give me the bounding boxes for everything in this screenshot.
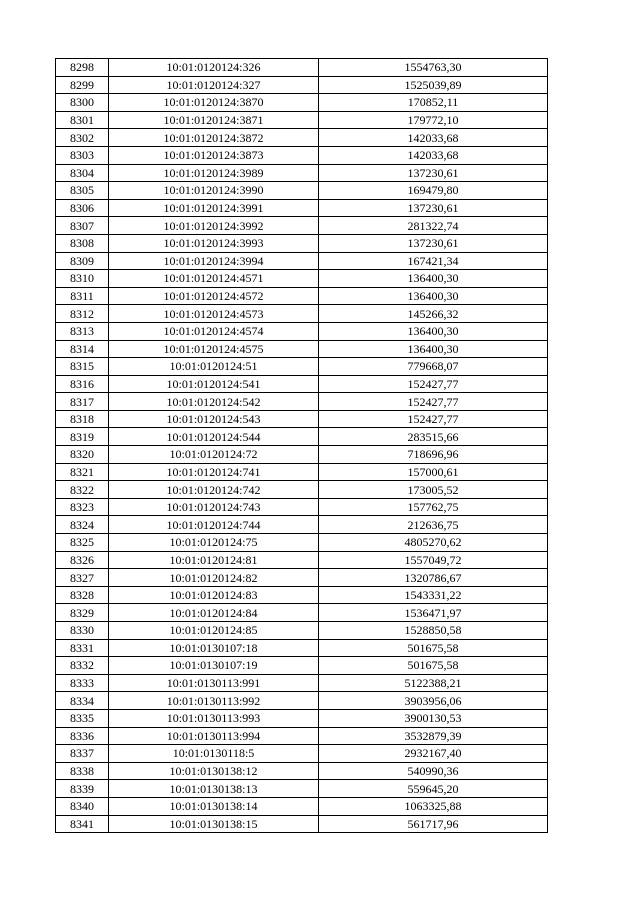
document-page bbox=[55, 58, 547, 833]
table-row bbox=[56, 428, 548, 446]
cadastral-number-cell: 10:01:0120124:743 bbox=[109, 498, 319, 516]
table-row bbox=[56, 780, 548, 798]
table-row bbox=[56, 234, 548, 252]
table-row bbox=[56, 129, 548, 147]
value-cell: 779668,07 bbox=[319, 358, 548, 376]
value-cell: 136400,30 bbox=[319, 322, 548, 340]
value-cell: 1536471,97 bbox=[319, 604, 548, 622]
table-row bbox=[56, 410, 548, 428]
value-cell: 1525039,89 bbox=[319, 76, 548, 94]
row-number-cell: 8316 bbox=[56, 375, 109, 393]
table-row bbox=[56, 270, 548, 288]
cadastral-number-cell: 10:01:0130138:13 bbox=[109, 780, 319, 798]
table-row bbox=[56, 59, 548, 77]
cadastral-number-cell: 10:01:0120124:542 bbox=[109, 393, 319, 411]
cadastral-number-cell: 10:01:0130138:14 bbox=[109, 797, 319, 815]
value-cell: 1557049,72 bbox=[319, 551, 548, 569]
value-cell: 3532879,39 bbox=[319, 727, 548, 745]
table-row bbox=[56, 340, 548, 358]
row-number-cell: 8332 bbox=[56, 657, 109, 675]
row-number-cell: 8319 bbox=[56, 428, 109, 446]
value-cell: 167421,34 bbox=[319, 252, 548, 270]
value-cell: 283515,66 bbox=[319, 428, 548, 446]
table-row bbox=[56, 551, 548, 569]
row-number-cell: 8314 bbox=[56, 340, 109, 358]
table-row bbox=[56, 375, 548, 393]
cadastral-number-cell: 10:01:0120124:326 bbox=[109, 59, 319, 77]
cadastral-number-cell: 10:01:0120124:4571 bbox=[109, 270, 319, 288]
row-number-cell: 8322 bbox=[56, 481, 109, 499]
cadastral-number-cell: 10:01:0120124:3873 bbox=[109, 146, 319, 164]
cadastral-number-cell: 10:01:0130118:5 bbox=[109, 745, 319, 763]
row-number-cell: 8329 bbox=[56, 604, 109, 622]
row-number-cell: 8317 bbox=[56, 393, 109, 411]
value-cell: 152427,77 bbox=[319, 410, 548, 428]
row-number-cell: 8338 bbox=[56, 762, 109, 780]
row-number-cell: 8325 bbox=[56, 534, 109, 552]
table-row bbox=[56, 252, 548, 270]
cadastral-number-cell: 10:01:0130138:15 bbox=[109, 815, 319, 833]
row-number-cell: 8302 bbox=[56, 129, 109, 147]
table-row bbox=[56, 604, 548, 622]
table-row bbox=[56, 692, 548, 710]
value-cell: 561717,96 bbox=[319, 815, 548, 833]
value-cell: 1320786,67 bbox=[319, 569, 548, 587]
cadastral-number-cell: 10:01:0130113:994 bbox=[109, 727, 319, 745]
row-number-cell: 8301 bbox=[56, 111, 109, 129]
cadastral-number-cell: 10:01:0120124:541 bbox=[109, 375, 319, 393]
value-cell: 157762,75 bbox=[319, 498, 548, 516]
cadastral-number-cell: 10:01:0120124:3992 bbox=[109, 217, 319, 235]
cadastral-number-cell: 10:01:0120124:544 bbox=[109, 428, 319, 446]
cadastral-number-cell: 10:01:0120124:543 bbox=[109, 410, 319, 428]
row-number-cell: 8324 bbox=[56, 516, 109, 534]
cadastral-number-cell: 10:01:0120124:3872 bbox=[109, 129, 319, 147]
table-row bbox=[56, 182, 548, 200]
table-row bbox=[56, 164, 548, 182]
row-number-cell: 8339 bbox=[56, 780, 109, 798]
row-number-cell: 8300 bbox=[56, 94, 109, 112]
table-row bbox=[56, 498, 548, 516]
value-cell: 136400,30 bbox=[319, 287, 548, 305]
row-number-cell: 8327 bbox=[56, 569, 109, 587]
cadastral-number-cell: 10:01:0120124:85 bbox=[109, 622, 319, 640]
cadastral-number-cell: 10:01:0120124:3870 bbox=[109, 94, 319, 112]
cadastral-number-cell: 10:01:0130107:18 bbox=[109, 639, 319, 657]
cadastral-number-cell: 10:01:0120124:327 bbox=[109, 76, 319, 94]
table-row bbox=[56, 639, 548, 657]
cadastral-number-cell: 10:01:0130113:992 bbox=[109, 692, 319, 710]
row-number-cell: 8331 bbox=[56, 639, 109, 657]
value-cell: 1063325,88 bbox=[319, 797, 548, 815]
cadastral-number-cell: 10:01:0120124:3989 bbox=[109, 164, 319, 182]
cadastral-number-cell: 10:01:0130113:991 bbox=[109, 674, 319, 692]
cadastral-number-cell: 10:01:0120124:3993 bbox=[109, 234, 319, 252]
row-number-cell: 8303 bbox=[56, 146, 109, 164]
cadastral-number-cell: 10:01:0120124:83 bbox=[109, 586, 319, 604]
table-row bbox=[56, 727, 548, 745]
value-cell: 1554763,30 bbox=[319, 59, 548, 77]
cadastral-number-cell: 10:01:0130138:12 bbox=[109, 762, 319, 780]
value-cell: 3900130,53 bbox=[319, 709, 548, 727]
cadastral-number-cell: 10:01:0120124:3990 bbox=[109, 182, 319, 200]
table-row bbox=[56, 586, 548, 604]
row-number-cell: 8330 bbox=[56, 622, 109, 640]
table-row bbox=[56, 217, 548, 235]
table-row bbox=[56, 393, 548, 411]
cadastral-number-cell: 10:01:0120124:4572 bbox=[109, 287, 319, 305]
row-number-cell: 8312 bbox=[56, 305, 109, 323]
row-number-cell: 8341 bbox=[56, 815, 109, 833]
row-number-cell: 8326 bbox=[56, 551, 109, 569]
row-number-cell: 8321 bbox=[56, 463, 109, 481]
cadastral-number-cell: 10:01:0120124:3991 bbox=[109, 199, 319, 217]
table-body bbox=[56, 59, 548, 833]
row-number-cell: 8305 bbox=[56, 182, 109, 200]
row-number-cell: 8335 bbox=[56, 709, 109, 727]
cadastral-number-cell: 10:01:0120124:4574 bbox=[109, 322, 319, 340]
value-cell: 1528850,58 bbox=[319, 622, 548, 640]
table-row bbox=[56, 657, 548, 675]
row-number-cell: 8333 bbox=[56, 674, 109, 692]
value-cell: 142033,68 bbox=[319, 146, 548, 164]
table-row bbox=[56, 76, 548, 94]
value-cell: 281322,74 bbox=[319, 217, 548, 235]
cadastral-number-cell: 10:01:0120124:744 bbox=[109, 516, 319, 534]
row-number-cell: 8328 bbox=[56, 586, 109, 604]
row-number-cell: 8304 bbox=[56, 164, 109, 182]
row-number-cell: 8315 bbox=[56, 358, 109, 376]
value-cell: 3903956,06 bbox=[319, 692, 548, 710]
value-cell: 501675,58 bbox=[319, 657, 548, 675]
cadastral-number-cell: 10:01:0120124:84 bbox=[109, 604, 319, 622]
value-cell: 212636,75 bbox=[319, 516, 548, 534]
cadastral-number-cell: 10:01:0120124:72 bbox=[109, 446, 319, 464]
table-row bbox=[56, 305, 548, 323]
cadastral-number-cell: 10:01:0120124:3994 bbox=[109, 252, 319, 270]
row-number-cell: 8340 bbox=[56, 797, 109, 815]
cadastral-number-cell: 10:01:0120124:82 bbox=[109, 569, 319, 587]
table-row bbox=[56, 287, 548, 305]
table-row bbox=[56, 94, 548, 112]
table-row bbox=[56, 569, 548, 587]
table-row bbox=[56, 674, 548, 692]
table-row bbox=[56, 709, 548, 727]
table-row bbox=[56, 516, 548, 534]
table-row bbox=[56, 745, 548, 763]
table-row bbox=[56, 481, 548, 499]
value-cell: 559645,20 bbox=[319, 780, 548, 798]
value-cell: 137230,61 bbox=[319, 164, 548, 182]
row-number-cell: 8310 bbox=[56, 270, 109, 288]
table-row bbox=[56, 762, 548, 780]
row-number-cell: 8298 bbox=[56, 59, 109, 77]
value-cell: 169479,80 bbox=[319, 182, 548, 200]
value-cell: 179772,10 bbox=[319, 111, 548, 129]
cadastral-number-cell: 10:01:0120124:741 bbox=[109, 463, 319, 481]
table-row bbox=[56, 322, 548, 340]
value-cell: 137230,61 bbox=[319, 199, 548, 217]
table-row bbox=[56, 463, 548, 481]
value-cell: 137230,61 bbox=[319, 234, 548, 252]
cadastral-number-cell: 10:01:0120124:51 bbox=[109, 358, 319, 376]
row-number-cell: 8320 bbox=[56, 446, 109, 464]
table-row bbox=[56, 358, 548, 376]
value-cell: 136400,30 bbox=[319, 270, 548, 288]
table-row bbox=[56, 446, 548, 464]
value-cell: 136400,30 bbox=[319, 340, 548, 358]
table-row bbox=[56, 797, 548, 815]
table-row bbox=[56, 111, 548, 129]
table-row bbox=[56, 815, 548, 833]
row-number-cell: 8309 bbox=[56, 252, 109, 270]
row-number-cell: 8307 bbox=[56, 217, 109, 235]
row-number-cell: 8306 bbox=[56, 199, 109, 217]
table-row bbox=[56, 199, 548, 217]
cadastral-number-cell: 10:01:0120124:3871 bbox=[109, 111, 319, 129]
value-cell: 5122388,21 bbox=[319, 674, 548, 692]
value-cell: 2932167,40 bbox=[319, 745, 548, 763]
row-number-cell: 8313 bbox=[56, 322, 109, 340]
cadastral-number-cell: 10:01:0130113:993 bbox=[109, 709, 319, 727]
table-row bbox=[56, 146, 548, 164]
value-cell: 145266,32 bbox=[319, 305, 548, 323]
value-cell: 173005,52 bbox=[319, 481, 548, 499]
cadastral-number-cell: 10:01:0120124:742 bbox=[109, 481, 319, 499]
cadastral-number-cell: 10:01:0120124:4575 bbox=[109, 340, 319, 358]
table-row bbox=[56, 622, 548, 640]
row-number-cell: 8308 bbox=[56, 234, 109, 252]
cadastral-value-table bbox=[55, 58, 548, 833]
value-cell: 142033,68 bbox=[319, 129, 548, 147]
value-cell: 157000,61 bbox=[319, 463, 548, 481]
value-cell: 501675,58 bbox=[319, 639, 548, 657]
row-number-cell: 8318 bbox=[56, 410, 109, 428]
cadastral-number-cell: 10:01:0120124:4573 bbox=[109, 305, 319, 323]
row-number-cell: 8323 bbox=[56, 498, 109, 516]
value-cell: 540990,36 bbox=[319, 762, 548, 780]
cadastral-number-cell: 10:01:0120124:75 bbox=[109, 534, 319, 552]
value-cell: 4805270,62 bbox=[319, 534, 548, 552]
row-number-cell: 8337 bbox=[56, 745, 109, 763]
row-number-cell: 8334 bbox=[56, 692, 109, 710]
cadastral-number-cell: 10:01:0130107:19 bbox=[109, 657, 319, 675]
table-row bbox=[56, 534, 548, 552]
row-number-cell: 8299 bbox=[56, 76, 109, 94]
value-cell: 170852,11 bbox=[319, 94, 548, 112]
value-cell: 718696,96 bbox=[319, 446, 548, 464]
value-cell: 152427,77 bbox=[319, 393, 548, 411]
value-cell: 152427,77 bbox=[319, 375, 548, 393]
row-number-cell: 8311 bbox=[56, 287, 109, 305]
row-number-cell: 8336 bbox=[56, 727, 109, 745]
value-cell: 1543331,22 bbox=[319, 586, 548, 604]
cadastral-number-cell: 10:01:0120124:81 bbox=[109, 551, 319, 569]
